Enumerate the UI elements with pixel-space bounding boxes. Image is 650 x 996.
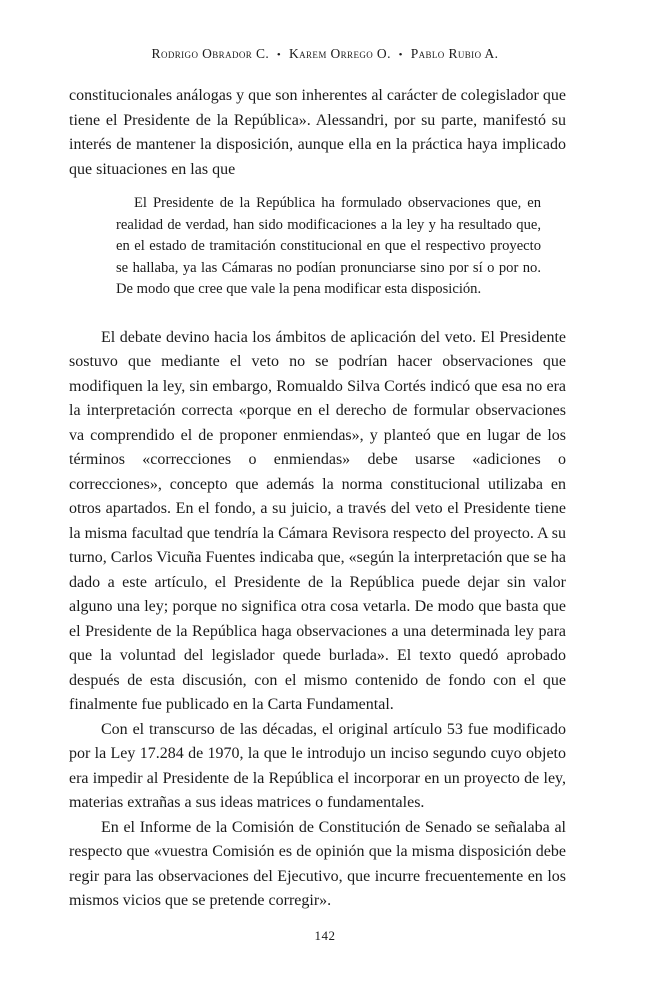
paragraph-senate-report: En el Informe de la Comisión de Constitución de Senado se señalaba al respecto que «vuestra Comisión es de opinión que la misma disposición debe regir para las observaciones del Ejecutivo, que incurre frecuentemente en los mismos vicios que se pretende corregir». [69, 818, 566, 910]
paragraph-article-53: Con el transcurso de las décadas, el original artículo 53 fue modificado por la Ley 17.284 de 1970, la que le introdujo un inciso segundo cuyo objeto era impedir al Presidente de la República el incorporar en un proyecto de ley, materias extrañas a sus ideas matrices o fundamentales. [69, 720, 566, 812]
header-author-3: Pablo Rubio A. [410, 46, 499, 61]
header-author-1: Rodrigo Obrador C. [151, 46, 270, 61]
header-separator-1: • [276, 49, 282, 61]
header-author-2: Karem Orrego O. [288, 46, 391, 61]
paragraph-veto-debate: El debate devino hacia los ámbitos de aplicación del veto. El Presidente sostuvo que mediante el veto no se podrían hacer observaciones que modifiquen la ley, sin embargo, Romualdo Silva Cortés indicó que esa no era la interpretación correcta «porque en el derecho de formular observaciones va comprendido el de proponer enmiendas», y planteó que en lugar de los términos «correcciones o enmiendas» debe usarse «adiciones o correcciones», concepto que además la norma constitucional utilizaba en otros apartados. En el fondo, a su juicio, a través del veto el Presidente tiene la misma facultad que tendría la Cámara Revisora respecto del proyecto. A su turno, Carlos Vicuña Fuentes indicaba que, «según la interpretación que se ha dado a este artículo, el Presidente de la República puede dejar sin valor alguno una ley; porque no significa otra cosa vetarla. De modo que basta que el Presidente de la República haga observaciones a una determinada ley para que la voluntad del legislador quede burlada». El texto quedó aprobado después de esta discusión, con el mismo contenido de fondo con el que finalmente fue publicado en la Carta Fundamental. [69, 328, 566, 714]
running-header [0, 46, 650, 62]
header-separator-2: • [398, 49, 403, 61]
body-text [69, 84, 566, 914]
paragraph-continued: constitucionales análogas y que son inherentes al carácter de colegislador que tiene el Presidente de la República». Alessandri, por su parte, manifestó su interés de mantener la disposición, aunque ella en la práctica haya implicado que situaciones en las que [69, 87, 566, 178]
paragraph-spacer [69, 314, 566, 326]
page-number: 142 [314, 928, 336, 943]
block-quote: El Presidente de la República ha formulado observaciones que, en realidad de verdad, han sido modificaciones a la ley y ha resultado que, en el estado de tramitación constitucional en que el respectivo proyecto se hallaba, ya las Cámaras no podían pronunciarse sino por sí o por no. De modo que cree que vale la pena modificar esta disposición. [116, 195, 541, 298]
